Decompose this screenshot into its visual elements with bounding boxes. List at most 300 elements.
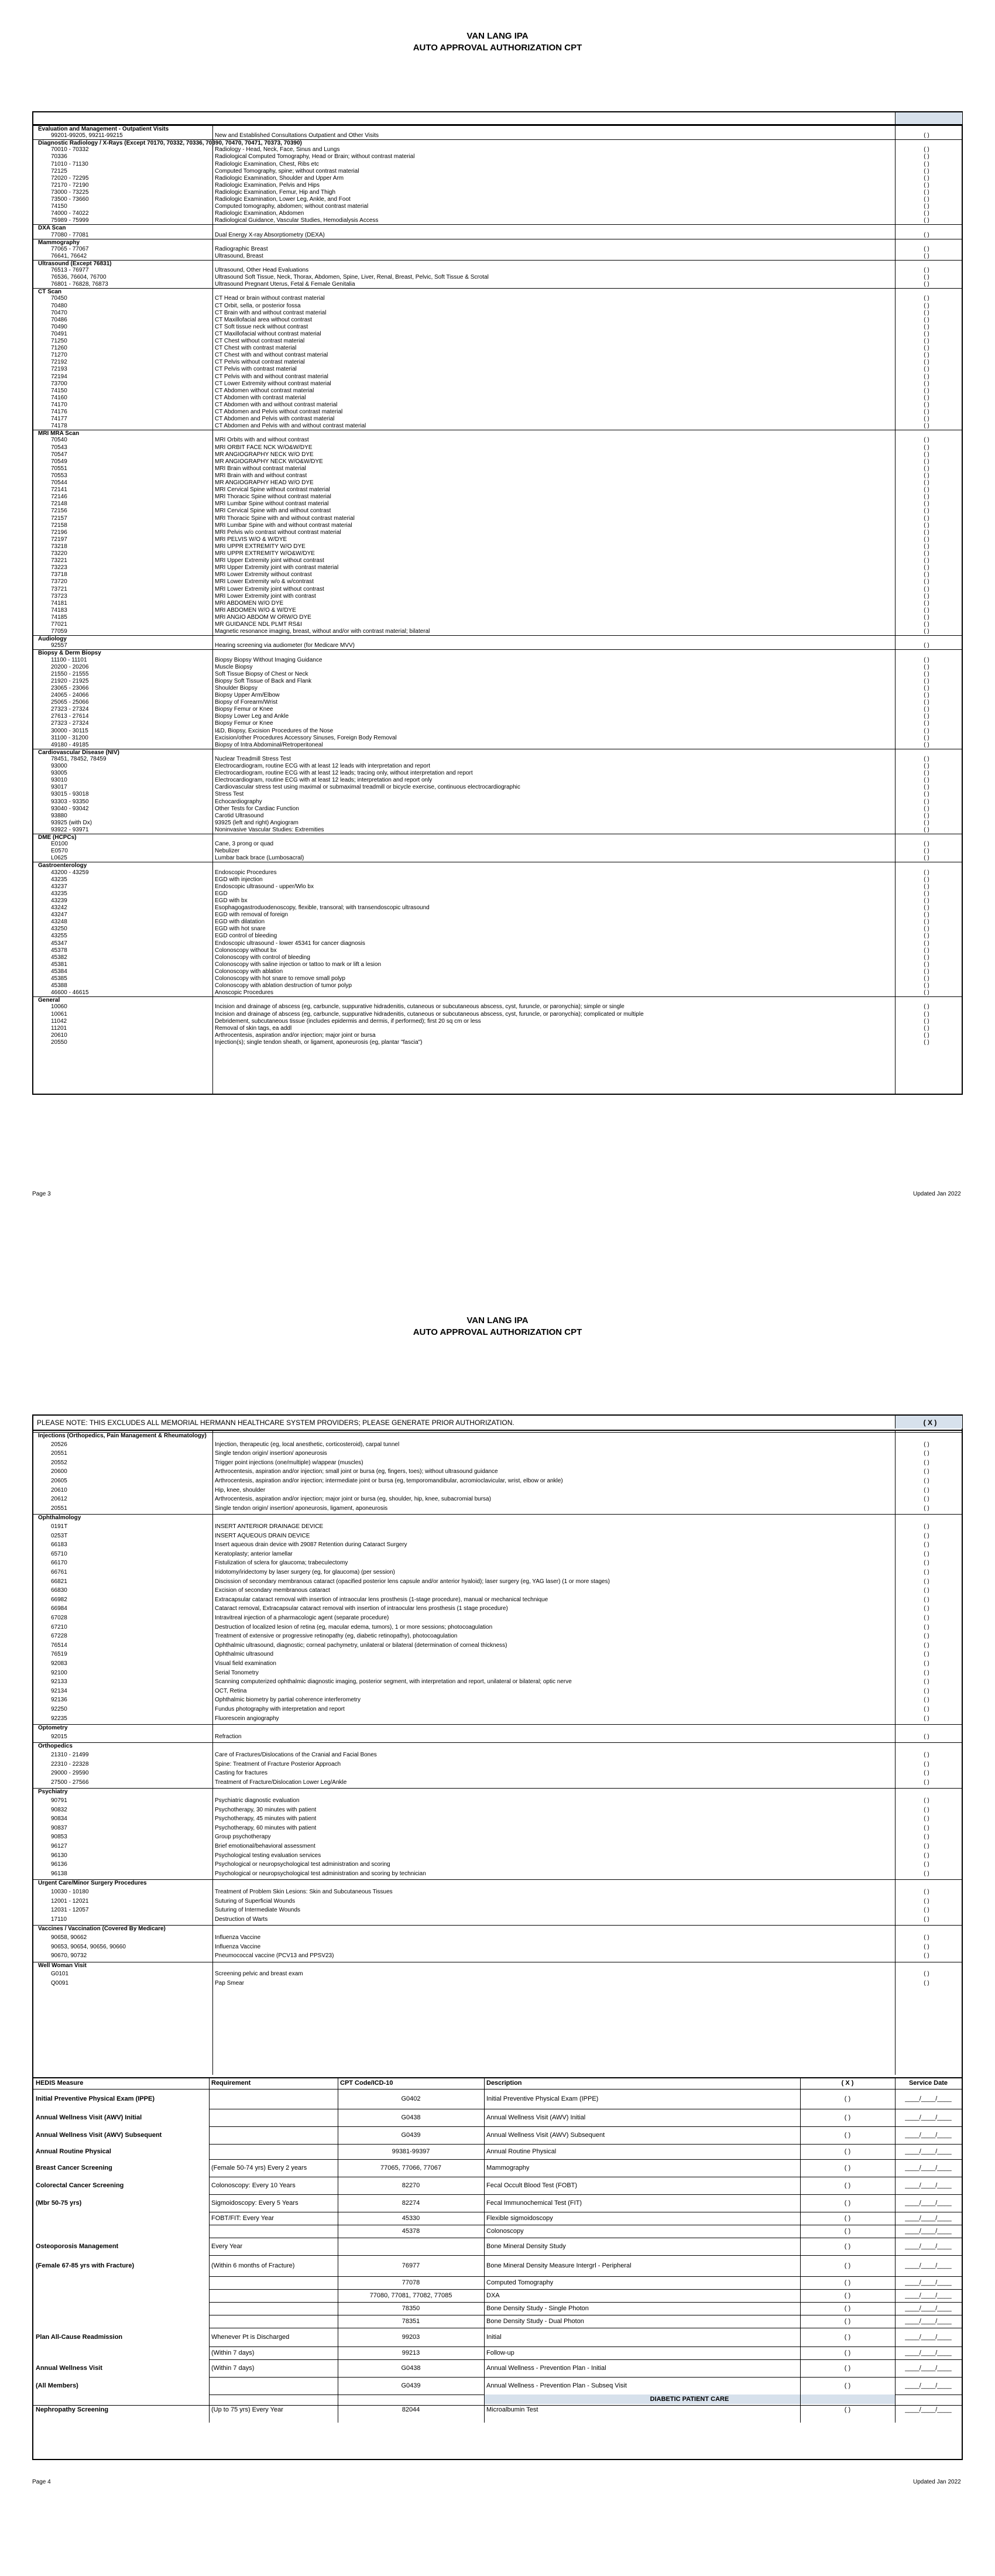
cpt-code: 20610 xyxy=(51,1032,67,1039)
approval-checkbox[interactable]: ( ) xyxy=(924,621,929,628)
approval-checkbox[interactable]: ( ) xyxy=(924,791,929,798)
approval-checkbox[interactable]: ( ) xyxy=(924,1010,929,1018)
hedis-measure: (All Members) xyxy=(36,2382,78,2389)
approval-checkbox[interactable]: ( ) xyxy=(924,394,929,401)
category-header xyxy=(33,1432,962,1440)
hedis-date[interactable]: ____/____/____ xyxy=(905,2131,952,2139)
table-row xyxy=(33,1944,962,1951)
cpt-code: 43235 xyxy=(51,876,67,883)
cpt-description: INSERT ANTERIOR DRAINAGE DEVICE xyxy=(215,1523,324,1530)
approval-checkbox[interactable]: ( ) xyxy=(924,1971,929,1978)
approval-checkbox[interactable]: ( ) xyxy=(924,494,929,501)
cpt-code: E0100 xyxy=(51,841,68,848)
approval-checkbox[interactable]: ( ) xyxy=(924,380,929,387)
diabetic-mark[interactable]: ( ) xyxy=(844,2406,851,2413)
table-row xyxy=(33,338,962,345)
cpt-description: MRI Brain without contrast material xyxy=(215,465,306,472)
approval-checkbox[interactable]: ( ) xyxy=(924,557,929,564)
table-row xyxy=(33,1660,962,1667)
approval-checkbox[interactable]: ( ) xyxy=(924,805,929,812)
approval-checkbox[interactable]: ( ) xyxy=(924,203,929,210)
approval-checkbox[interactable]: ( ) xyxy=(924,309,929,316)
hedis-mark[interactable]: ( ) xyxy=(844,2317,851,2325)
hedis-date[interactable]: ____/____/____ xyxy=(905,2349,952,2356)
approval-checkbox[interactable]: ( ) xyxy=(924,352,929,359)
hedis-mark[interactable]: ( ) xyxy=(844,2364,851,2372)
approval-checkbox[interactable]: ( ) xyxy=(924,281,929,288)
approval-checkbox[interactable]: ( ) xyxy=(924,167,929,174)
approval-checkbox[interactable]: ( ) xyxy=(924,1039,929,1046)
approval-checkbox[interactable]: ( ) xyxy=(924,472,929,479)
approval-checkbox[interactable]: ( ) xyxy=(924,1752,929,1758)
hedis-date[interactable]: ____/____/____ xyxy=(905,2113,952,2121)
approval-checkbox[interactable]: ( ) xyxy=(924,487,929,494)
approval-checkbox[interactable]: ( ) xyxy=(924,1706,929,1712)
approval-checkbox[interactable]: ( ) xyxy=(924,423,929,430)
diabetic-measure: Nephropathy Screening xyxy=(36,2406,109,2413)
approval-checkbox[interactable]: ( ) xyxy=(924,1760,929,1767)
hedis-code: 45378 xyxy=(402,2227,420,2235)
hedis-date[interactable]: ____/____/____ xyxy=(905,2279,952,2286)
table-row xyxy=(33,586,962,593)
approval-checkbox[interactable]: ( ) xyxy=(924,181,929,189)
approval-checkbox[interactable]: ( ) xyxy=(924,897,929,904)
approval-checkbox[interactable]: ( ) xyxy=(924,1441,929,1448)
approval-checkbox[interactable]: ( ) xyxy=(924,692,929,698)
hedis-mark[interactable]: ( ) xyxy=(844,2095,851,2102)
approval-checkbox[interactable]: ( ) xyxy=(924,267,929,273)
approval-checkbox[interactable]: ( ) xyxy=(924,338,929,344)
cpt-code: 27500 - 27566 xyxy=(51,1779,89,1786)
table-row xyxy=(33,1971,962,1978)
approval-checkbox[interactable]: ( ) xyxy=(924,1980,929,1986)
approval-checkbox[interactable]: ( ) xyxy=(924,231,929,238)
approval-checkbox[interactable]: ( ) xyxy=(924,465,929,472)
hedis-date[interactable]: ____/____/____ xyxy=(905,2214,952,2222)
cpt-description: Dual Energy X-ray Absorptiometry (DEXA) xyxy=(215,231,325,238)
table-row xyxy=(33,890,962,898)
approval-checkbox[interactable]: ( ) xyxy=(924,699,929,706)
cpt-description: Endoscopic ultrasound - upper/Wlo bx xyxy=(215,883,314,890)
approval-checkbox[interactable]: ( ) xyxy=(924,1018,929,1025)
approval-checkbox[interactable]: ( ) xyxy=(924,1779,929,1786)
approval-checkbox[interactable]: ( ) xyxy=(924,670,929,677)
approval-checkbox[interactable]: ( ) xyxy=(924,869,929,876)
approval-checkbox[interactable]: ( ) xyxy=(924,954,929,961)
approval-checkbox[interactable]: ( ) xyxy=(924,401,929,408)
hedis-mark[interactable]: ( ) xyxy=(844,2113,851,2121)
approval-checkbox[interactable]: ( ) xyxy=(924,940,929,947)
diabetic-date[interactable]: ____/____/____ xyxy=(905,2406,952,2413)
approval-checkbox[interactable]: ( ) xyxy=(924,1550,929,1557)
diabetic-banner: DIABETIC PATIENT CARE xyxy=(484,2395,895,2404)
approval-checkbox[interactable]: ( ) xyxy=(924,763,929,769)
approval-checkbox[interactable]: ( ) xyxy=(924,437,929,444)
cpt-code: 71270 xyxy=(51,352,67,359)
cpt-code: 66830 xyxy=(51,1587,67,1594)
table-row xyxy=(33,905,962,912)
approval-checkbox[interactable]: ( ) xyxy=(924,458,929,465)
approval-checkbox[interactable]: ( ) xyxy=(924,890,929,897)
table-row xyxy=(33,848,962,855)
hedis-date[interactable]: ____/____/____ xyxy=(905,2291,952,2299)
approval-checkbox[interactable]: ( ) xyxy=(924,1560,929,1567)
approval-checkbox[interactable]: ( ) xyxy=(924,585,929,592)
approval-checkbox[interactable]: ( ) xyxy=(924,1578,929,1585)
approval-checkbox[interactable]: ( ) xyxy=(924,1715,929,1722)
table-row xyxy=(33,132,962,139)
approval-checkbox[interactable]: ( ) xyxy=(924,1003,929,1010)
hedis-date[interactable]: ____/____/____ xyxy=(905,2317,952,2325)
hedis-date[interactable]: ____/____/____ xyxy=(905,2164,952,2171)
cpt-description: Electrocardiogram, routine ECG with at least 12 leads; tracing only, without interpretation and report xyxy=(215,770,473,777)
cpt-code: 70336 xyxy=(51,153,67,160)
hedis-date[interactable]: ____/____/____ xyxy=(905,2181,952,2189)
approval-checkbox[interactable]: ( ) xyxy=(924,1669,929,1676)
table-row xyxy=(33,381,962,388)
approval-checkbox[interactable]: ( ) xyxy=(924,252,929,259)
approval-checkbox[interactable]: ( ) xyxy=(924,755,929,762)
approval-checkbox[interactable]: ( ) xyxy=(924,905,929,911)
approval-checkbox[interactable]: ( ) xyxy=(924,550,929,557)
hedis-measure xyxy=(33,2315,209,2328)
approval-checkbox[interactable]: ( ) xyxy=(924,912,929,919)
approval-checkbox[interactable]: ( ) xyxy=(924,919,929,926)
hedis-mark[interactable]: ( ) xyxy=(844,2131,851,2139)
hedis-mark[interactable]: ( ) xyxy=(844,2147,851,2155)
cpt-code: 0253T xyxy=(51,1532,68,1539)
approval-checkbox[interactable]: ( ) xyxy=(924,160,929,167)
cpt-code: 20550 xyxy=(51,1039,67,1046)
approval-checkbox[interactable]: ( ) xyxy=(924,1824,929,1831)
approval-checkbox[interactable]: ( ) xyxy=(924,578,929,585)
approval-checkbox[interactable]: ( ) xyxy=(924,926,929,933)
approval-checkbox[interactable]: ( ) xyxy=(924,706,929,713)
approval-checkbox[interactable]: ( ) xyxy=(924,132,929,139)
cpt-description: Carotid Ultrasound xyxy=(215,812,264,819)
approval-checkbox[interactable]: ( ) xyxy=(924,1806,929,1813)
hedis-code: 76977 xyxy=(402,2262,420,2269)
approval-checkbox[interactable]: ( ) xyxy=(924,295,929,302)
approval-checkbox[interactable]: ( ) xyxy=(924,1615,929,1621)
hedis-mark[interactable]: ( ) xyxy=(844,2262,851,2269)
cpt-code: 76801 - 76828, 76873 xyxy=(51,281,108,288)
table-row xyxy=(33,699,962,706)
table-row xyxy=(33,1011,962,1018)
cpt-description: Psychological or neuropsychological test administration and scoring by technician xyxy=(215,1870,426,1877)
hedis-date[interactable]: ____/____/____ xyxy=(905,2364,952,2372)
cpt-code: 93017 xyxy=(51,784,67,791)
approval-checkbox[interactable]: ( ) xyxy=(924,734,929,741)
approval-checkbox[interactable]: ( ) xyxy=(924,146,929,153)
table-row xyxy=(33,1670,962,1677)
approval-checkbox[interactable]: ( ) xyxy=(924,387,929,394)
approval-checkbox[interactable]: ( ) xyxy=(924,1916,929,1923)
table-row xyxy=(33,940,962,947)
approval-checkbox[interactable]: ( ) xyxy=(924,196,929,203)
approval-checkbox[interactable]: ( ) xyxy=(924,1496,929,1503)
approval-checkbox[interactable]: ( ) xyxy=(924,628,929,635)
hedis-date[interactable]: ____/____/____ xyxy=(905,2333,952,2341)
approval-checkbox[interactable]: ( ) xyxy=(924,1459,929,1466)
approval-checkbox[interactable]: ( ) xyxy=(924,274,929,281)
cpt-description: MRI Lumbar Spine with and without contrast material xyxy=(215,522,352,529)
approval-checkbox[interactable]: ( ) xyxy=(924,536,929,543)
approval-checkbox[interactable]: ( ) xyxy=(924,345,929,352)
approval-checkbox[interactable]: ( ) xyxy=(924,245,929,252)
cpt-code: 72125 xyxy=(51,167,67,174)
approval-checkbox[interactable]: ( ) xyxy=(924,663,929,670)
approval-checkbox[interactable]: ( ) xyxy=(924,819,929,826)
hedis-mark[interactable]: ( ) xyxy=(844,2242,851,2250)
table-row xyxy=(33,1523,962,1530)
approval-checkbox[interactable]: ( ) xyxy=(924,359,929,366)
approval-checkbox[interactable]: ( ) xyxy=(924,656,929,663)
approval-checkbox[interactable]: ( ) xyxy=(924,444,929,451)
approval-checkbox[interactable]: ( ) xyxy=(924,508,929,515)
hedis-mark[interactable]: ( ) xyxy=(844,2199,851,2207)
cpt-description: Magnetic resonance imaging, breast, without and/or with contrast material; bilateral xyxy=(215,628,430,635)
approval-checkbox[interactable]: ( ) xyxy=(924,1468,929,1475)
approval-checkbox[interactable]: ( ) xyxy=(924,1797,929,1804)
hedis-date[interactable]: ____/____/____ xyxy=(905,2304,952,2312)
approval-checkbox[interactable]: ( ) xyxy=(924,1025,929,1032)
approval-checkbox[interactable]: ( ) xyxy=(924,189,929,196)
approval-checkbox[interactable]: ( ) xyxy=(924,1651,929,1658)
approval-checkbox[interactable]: ( ) xyxy=(924,501,929,508)
hedis-req: Whenever Pt is Discharged xyxy=(211,2333,290,2341)
hedis-mark[interactable]: ( ) xyxy=(844,2291,851,2299)
approval-checkbox[interactable]: ( ) xyxy=(924,1889,929,1895)
approval-checkbox[interactable]: ( ) xyxy=(924,1450,929,1457)
approval-checkbox[interactable]: ( ) xyxy=(924,373,929,380)
table-row xyxy=(33,1468,962,1475)
approval-checkbox[interactable]: ( ) xyxy=(924,1542,929,1549)
cpt-description: Radiologic Examination, Lower Leg, Ankle, and Foot xyxy=(215,196,351,203)
approval-checkbox[interactable]: ( ) xyxy=(924,217,929,224)
approval-checkbox[interactable]: ( ) xyxy=(924,210,929,217)
approval-checkbox[interactable]: ( ) xyxy=(924,841,929,848)
approval-checkbox[interactable]: ( ) xyxy=(924,592,929,600)
cpt-code: 20526 xyxy=(51,1441,67,1448)
approval-checkbox[interactable]: ( ) xyxy=(924,451,929,458)
category-title: Optometry xyxy=(38,1725,68,1732)
category-header xyxy=(33,862,962,869)
approval-checkbox[interactable]: ( ) xyxy=(924,174,929,181)
hedis-measure: Osteoporosis Management xyxy=(36,2242,119,2250)
table-row xyxy=(33,600,962,607)
approval-checkbox[interactable]: ( ) xyxy=(924,933,929,940)
approval-checkbox[interactable]: ( ) xyxy=(924,1834,929,1841)
hedis-date[interactable]: ____/____/____ xyxy=(905,2199,952,2207)
approval-checkbox[interactable]: ( ) xyxy=(924,989,929,996)
approval-checkbox[interactable]: ( ) xyxy=(924,1532,929,1539)
hedis-date[interactable]: ____/____/____ xyxy=(905,2095,952,2102)
cpt-code: 29000 - 29590 xyxy=(51,1770,89,1777)
approval-checkbox[interactable]: ( ) xyxy=(924,968,929,975)
table-row xyxy=(33,161,962,168)
approval-checkbox[interactable]: ( ) xyxy=(924,416,929,423)
table-row xyxy=(33,1633,962,1640)
approval-checkbox[interactable]: ( ) xyxy=(924,784,929,791)
cpt-description: Psychological testing evaluation services xyxy=(215,1852,321,1859)
approval-checkbox[interactable]: ( ) xyxy=(924,479,929,486)
hedis-mark[interactable]: ( ) xyxy=(844,2214,851,2222)
table-row xyxy=(33,203,962,210)
approval-checkbox[interactable]: ( ) xyxy=(924,1623,929,1630)
approval-checkbox[interactable]: ( ) xyxy=(924,614,929,621)
approval-checkbox[interactable]: ( ) xyxy=(924,600,929,607)
approval-checkbox[interactable]: ( ) xyxy=(924,522,929,529)
hedis-date[interactable]: ____/____/____ xyxy=(905,2382,952,2389)
approval-checkbox[interactable]: ( ) xyxy=(924,1633,929,1640)
approval-checkbox[interactable]: ( ) xyxy=(924,1907,929,1914)
approval-checkbox[interactable]: ( ) xyxy=(924,543,929,550)
approval-checkbox[interactable]: ( ) xyxy=(924,1505,929,1512)
approval-checkbox[interactable]: ( ) xyxy=(924,1605,929,1612)
approval-checkbox[interactable]: ( ) xyxy=(924,153,929,160)
approval-checkbox[interactable]: ( ) xyxy=(924,1843,929,1849)
category-title: Gastroenterology xyxy=(38,862,87,869)
approval-checkbox[interactable]: ( ) xyxy=(924,961,929,968)
approval-checkbox[interactable]: ( ) xyxy=(924,727,929,734)
approval-checkbox[interactable]: ( ) xyxy=(924,1660,929,1667)
approval-checkbox[interactable]: ( ) xyxy=(924,1952,929,1960)
cpt-code: 11042 xyxy=(51,1018,67,1025)
approval-checkbox[interactable]: ( ) xyxy=(924,713,929,720)
approval-checkbox[interactable]: ( ) xyxy=(924,1733,929,1740)
approval-checkbox[interactable]: ( ) xyxy=(924,720,929,727)
approval-checkbox[interactable]: ( ) xyxy=(924,1678,929,1686)
hedis-desc: Bone Mineral Density Measure Intergrl - Peripheral xyxy=(486,2262,632,2269)
approval-checkbox[interactable]: ( ) xyxy=(924,1870,929,1877)
hedis-measure: Plan All-Cause Readmission xyxy=(36,2333,123,2341)
category-header xyxy=(33,1925,962,1933)
approval-checkbox[interactable]: ( ) xyxy=(924,1687,929,1694)
approval-checkbox[interactable]: ( ) xyxy=(924,366,929,373)
hedis-desc: Flexible sigmoidoscopy xyxy=(486,2214,553,2222)
cpt-code: 45385 xyxy=(51,975,67,982)
approval-checkbox[interactable]: ( ) xyxy=(924,607,929,614)
approval-checkbox[interactable]: ( ) xyxy=(924,876,929,883)
approval-checkbox[interactable]: ( ) xyxy=(924,1815,929,1823)
approval-checkbox[interactable]: ( ) xyxy=(924,982,929,989)
approval-checkbox[interactable]: ( ) xyxy=(924,1596,929,1603)
hedis-date[interactable]: ____/____/____ xyxy=(905,2262,952,2269)
cpt-description: Excision of secondary membranous cataract xyxy=(215,1587,330,1594)
approval-checkbox[interactable]: ( ) xyxy=(924,947,929,954)
approval-checkbox[interactable]: ( ) xyxy=(924,770,929,777)
cpt-description: Incision and drainage of abscess (eg, carbuncle, suppurative hidradenitis, cutaneous or subcutaneous abscess, cyst, furuncle, or paronychia); complicated or multiple xyxy=(215,1010,644,1018)
table-row xyxy=(33,310,962,317)
hedis-mark[interactable]: ( ) xyxy=(844,2164,851,2171)
approval-checkbox[interactable]: ( ) xyxy=(924,1587,929,1594)
approval-checkbox[interactable]: ( ) xyxy=(924,777,929,784)
approval-checkbox[interactable]: ( ) xyxy=(924,409,929,415)
approval-checkbox[interactable]: ( ) xyxy=(924,883,929,890)
approval-checkbox[interactable]: ( ) xyxy=(924,571,929,578)
hedis-code: G0438 xyxy=(401,2364,421,2372)
approval-checkbox[interactable]: ( ) xyxy=(924,798,929,805)
cpt-description: Electrocardiogram, routine ECG with at least 12 leads; interpretation and report only xyxy=(215,777,433,784)
approval-checkbox[interactable]: ( ) xyxy=(924,316,929,323)
approval-checkbox[interactable]: ( ) xyxy=(924,1861,929,1868)
cpt-description: MRI ANGIO ABDOM W ORW/O DYE xyxy=(215,614,311,621)
category-title: DXA Scan xyxy=(38,225,66,232)
approval-checkbox[interactable]: ( ) xyxy=(924,812,929,819)
approval-checkbox[interactable]: ( ) xyxy=(924,529,929,536)
table-row xyxy=(33,621,962,628)
cpt-code: 27323 - 27324 xyxy=(51,720,89,727)
approval-checkbox[interactable]: ( ) xyxy=(924,684,929,691)
approval-checkbox[interactable]: ( ) xyxy=(924,1642,929,1649)
approval-checkbox[interactable]: ( ) xyxy=(924,1852,929,1859)
hedis-measure: Annual Routine Physical xyxy=(36,2147,111,2155)
approval-checkbox[interactable]: ( ) xyxy=(924,1486,929,1493)
cpt-code: 92557 xyxy=(51,642,67,649)
table-row xyxy=(33,217,962,224)
cpt-description: Casting for fractures xyxy=(215,1770,268,1777)
approval-checkbox[interactable]: ( ) xyxy=(924,848,929,855)
approval-checkbox[interactable]: ( ) xyxy=(924,564,929,571)
approval-checkbox[interactable]: ( ) xyxy=(924,1770,929,1777)
approval-checkbox[interactable]: ( ) xyxy=(924,855,929,862)
approval-checkbox[interactable]: ( ) xyxy=(924,1032,929,1039)
approval-checkbox[interactable]: ( ) xyxy=(924,1478,929,1484)
category-header xyxy=(33,1514,962,1522)
approval-checkbox[interactable]: ( ) xyxy=(924,741,929,748)
approval-checkbox[interactable]: ( ) xyxy=(924,1934,929,1941)
cpt-description: Biopsy of Forearm/Wrist xyxy=(215,699,278,706)
hedis-measure xyxy=(33,2212,209,2225)
cpt-description: CT Brain with and without contrast material xyxy=(215,309,327,316)
approval-checkbox[interactable]: ( ) xyxy=(924,1697,929,1704)
hedis-date[interactable]: ____/____/____ xyxy=(905,2242,952,2250)
hedis-mark[interactable]: ( ) xyxy=(844,2279,851,2286)
approval-checkbox[interactable]: ( ) xyxy=(924,642,929,649)
approval-checkbox[interactable]: ( ) xyxy=(924,1523,929,1530)
hedis-mark[interactable]: ( ) xyxy=(844,2181,851,2189)
cpt-code: 46600 - 46615 xyxy=(51,989,89,996)
hedis-date[interactable]: ____/____/____ xyxy=(905,2147,952,2155)
cpt-description: MRI UPPR EXTREMITY W/O DYE xyxy=(215,543,306,550)
cpt-description: MRI Lower Extremity without contrast xyxy=(215,571,312,578)
hedis-mark[interactable]: ( ) xyxy=(844,2349,851,2356)
hedis-date[interactable]: ____/____/____ xyxy=(905,2227,952,2235)
approval-checkbox[interactable]: ( ) xyxy=(924,515,929,522)
approval-checkbox[interactable]: ( ) xyxy=(924,1897,929,1904)
hedis-mark[interactable]: ( ) xyxy=(844,2333,851,2341)
approval-checkbox[interactable]: ( ) xyxy=(924,302,929,309)
hedis-mark[interactable]: ( ) xyxy=(844,2227,851,2235)
approval-checkbox[interactable]: ( ) xyxy=(924,826,929,833)
hedis-desc: Follow-up xyxy=(486,2349,514,2356)
hedis-mark[interactable]: ( ) xyxy=(844,2304,851,2312)
approval-checkbox[interactable]: ( ) xyxy=(924,1943,929,1950)
cpt-code: 73000 - 73225 xyxy=(51,189,89,196)
approval-checkbox[interactable]: ( ) xyxy=(924,323,929,330)
approval-checkbox[interactable]: ( ) xyxy=(924,330,929,337)
approval-checkbox[interactable]: ( ) xyxy=(924,975,929,982)
approval-checkbox[interactable]: ( ) xyxy=(924,1569,929,1575)
cpt-code: 92133 xyxy=(51,1678,67,1686)
table-row xyxy=(33,1706,962,1713)
hedis-mark[interactable]: ( ) xyxy=(844,2382,851,2389)
cpt-description: Radiologic Examination, Femur, Hip and Thigh xyxy=(215,189,336,196)
table-row xyxy=(33,571,962,578)
table-row xyxy=(33,1889,962,1896)
approval-checkbox[interactable]: ( ) xyxy=(924,677,929,684)
